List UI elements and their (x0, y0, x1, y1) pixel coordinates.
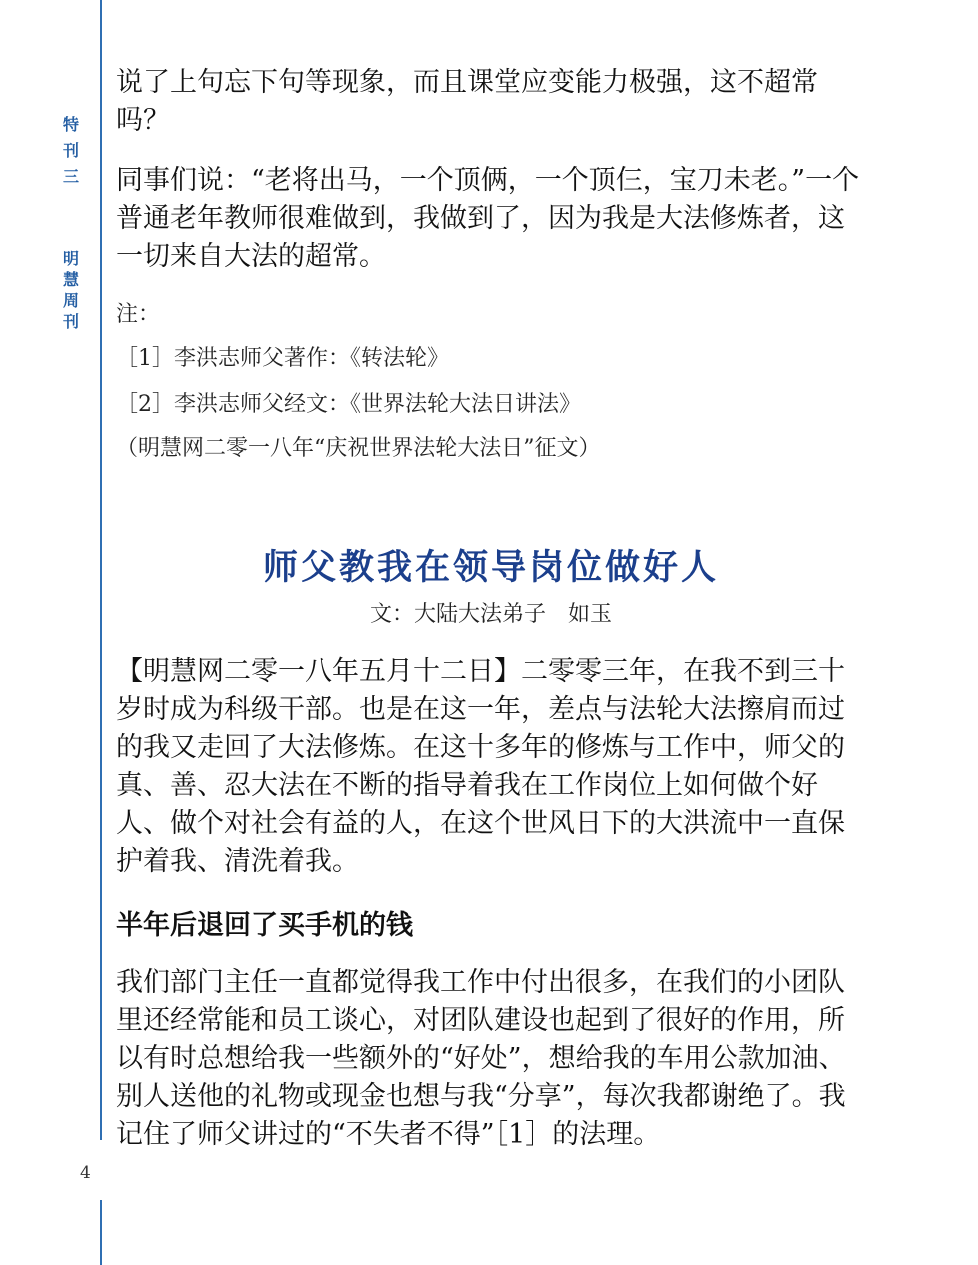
notes-label: 注： (116, 302, 161, 327)
article-intro: 【明慧网二零一八年五月十二日】二零零三年，在我不到三十岁时成为科级干部。也是在这一年，差点与法轮大法擦肩而过的我又走回了大法修炼。在这十多年的修炼与工作中，师父的真、善、忍大法在不断的指导着我在工作岗位上如何做个好人、做个对社会有益的人，在这个世风日下的大洪流中一直保护着我、清洗着我。 (116, 656, 845, 877)
sidebar-magazine-char: 慧 (62, 270, 79, 289)
sidebar-magazine-char: 明 (62, 249, 79, 268)
margin-rule-top (100, 0, 102, 1140)
section-paragraph: 我们部门主任一直都觉得我工作中付出很多，在我们的小团队里还经常能和员工谈心，对团队建设也起到了很好的作用，所以有时总想给我一些额外的“好处”，想给我的车用公款加油、别人送他的礼物或现金也想与我“分享”，每次我都谢绝了。我记住了师父讲过的“不失者不得”［1］的法理。 (116, 967, 846, 1150)
footnote: ［1］李洪志师父著作：《转法轮》 (116, 346, 449, 371)
sidebar-issue-char: 三 (62, 167, 79, 186)
section-heading: 半年后退回了买手机的钱 (116, 910, 413, 941)
sidebar-magazine-char: 刊 (62, 312, 79, 331)
sidebar-issue-char: 特 (62, 115, 79, 134)
article-source: （明慧网二零一八年“庆祝世界法轮大法日”征文） (116, 436, 601, 461)
sidebar-issue-char: 刊 (62, 141, 79, 160)
article-byline: 文：大陆大法弟子 如玉 (369, 602, 612, 627)
article-title: 师父教我在领导岗位做好人 (262, 548, 719, 588)
page-number: 4 (80, 1163, 91, 1183)
body-paragraph: 说了上句忘下句等现象，而且课堂应变能力极强，这不超常吗？ (116, 67, 818, 136)
sidebar-divider (42, 224, 100, 228)
sidebar-magazine-char: 周 (62, 291, 79, 310)
sidebar-magazine-label (42, 240, 100, 344)
margin-rule-bottom (100, 1200, 102, 1265)
body-paragraph: 同事们说：“老将出马，一个顶俩，一个顶仨，宝刀未老。”一个普通老年教师很难做到，我做到了，因为我是大法修炼者，这一切来自大法的超常。 (116, 165, 860, 272)
sidebar-issue-label (42, 110, 100, 224)
footnote: ［2］李洪志师父经文：《世界法轮大法日讲法》 (116, 392, 581, 417)
